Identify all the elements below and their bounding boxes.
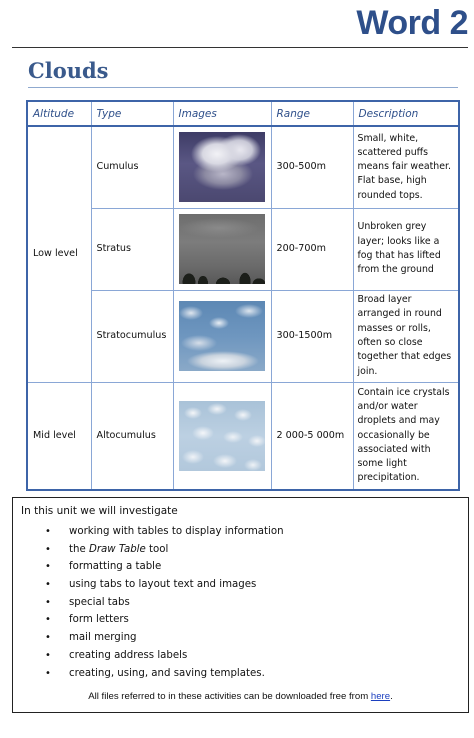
range-cell: 2 000-5 000m bbox=[271, 382, 353, 490]
bullet-icon: • bbox=[45, 526, 51, 537]
list-item-text: special tabs bbox=[69, 596, 130, 608]
altocumulus-cloud-image bbox=[179, 401, 265, 471]
list-item-text: creating, using, and saving templates. bbox=[69, 667, 265, 679]
column-header-type: Type bbox=[91, 101, 173, 126]
description-cell: Contain ice crystals and/or water droplets and may occasionally be associated with some light precipitation. bbox=[353, 382, 459, 490]
table-row bbox=[27, 290, 459, 382]
range-cell: 300-500m bbox=[271, 126, 353, 208]
table-header-row bbox=[27, 101, 459, 126]
list-item-text: mail merging bbox=[69, 632, 137, 644]
column-header-range: Range bbox=[271, 101, 353, 126]
bullet-icon: • bbox=[45, 543, 51, 555]
list-item bbox=[45, 594, 284, 612]
table-row bbox=[27, 126, 459, 208]
bullet-icon: • bbox=[45, 667, 51, 679]
list-item-text: formatting a table bbox=[69, 561, 162, 573]
list-item-text-end: tool bbox=[145, 543, 169, 555]
description-cell: Small, white, scattered puffs means fair weather. Flat base, high rounded tops. bbox=[353, 126, 459, 208]
type-cell: Altocumulus bbox=[91, 382, 173, 490]
list-item-text: creating address labels bbox=[69, 649, 188, 661]
unit-overview-box bbox=[12, 497, 469, 713]
page-heading: Clouds bbox=[28, 58, 109, 83]
image-cell bbox=[173, 126, 271, 208]
list-item-text: using tabs to layout text and images bbox=[69, 579, 257, 591]
image-cell bbox=[173, 382, 271, 490]
range-cell: 300-1500m bbox=[271, 290, 353, 382]
type-cell: Cumulus bbox=[91, 126, 173, 208]
download-link[interactable]: here bbox=[370, 691, 391, 702]
list-item-text: the bbox=[69, 543, 89, 555]
unit-title: Word 2 bbox=[356, 4, 468, 42]
altitude-cell: Low level bbox=[27, 126, 91, 382]
list-item bbox=[45, 576, 284, 594]
bullet-icon: • bbox=[45, 596, 51, 608]
list-item bbox=[45, 541, 284, 559]
image-cell bbox=[173, 208, 271, 290]
list-item bbox=[45, 611, 284, 629]
range-cell: 200-700m bbox=[271, 208, 353, 290]
cloud-types-table bbox=[26, 100, 460, 491]
topic-list bbox=[45, 523, 284, 682]
description-cell: Broad layer arranged in round masses or rolls, often so close together that edges join. bbox=[353, 290, 459, 382]
column-header-description: Description bbox=[353, 101, 459, 126]
column-header-images: Images bbox=[173, 101, 271, 126]
list-item bbox=[45, 665, 284, 683]
list-item bbox=[45, 629, 284, 647]
type-cell: Stratocumulus bbox=[91, 290, 173, 382]
table-row bbox=[27, 208, 459, 290]
bullet-icon: • bbox=[45, 561, 51, 573]
stratus-cloud-image bbox=[179, 214, 265, 284]
list-item bbox=[45, 523, 284, 541]
list-item-emphasis: Draw Table bbox=[88, 543, 146, 555]
heading-divider bbox=[28, 87, 458, 88]
download-footnote bbox=[13, 691, 468, 702]
bullet-icon: • bbox=[45, 632, 51, 644]
column-header-altitude: Altitude bbox=[27, 101, 91, 126]
type-cell: Stratus bbox=[91, 208, 173, 290]
list-item bbox=[45, 647, 284, 665]
list-item-text: form letters bbox=[69, 614, 129, 626]
cumulus-cloud-image bbox=[179, 132, 265, 202]
header-divider bbox=[12, 47, 468, 48]
bullet-icon: • bbox=[45, 649, 51, 661]
table-row bbox=[27, 382, 459, 490]
bullet-icon: • bbox=[45, 579, 51, 591]
description-cell: Unbroken grey layer; looks like a fog that has lifted from the ground bbox=[353, 208, 459, 290]
bullet-icon: • bbox=[45, 614, 51, 626]
overview-intro: In this unit we will investigate bbox=[21, 505, 178, 517]
list-item bbox=[45, 558, 284, 576]
footnote-end: . bbox=[390, 691, 393, 702]
list-item-text: working with tables to display information bbox=[69, 526, 284, 537]
image-cell bbox=[173, 290, 271, 382]
stratocumulus-cloud-image bbox=[179, 301, 265, 371]
altitude-cell: Mid level bbox=[27, 382, 91, 490]
footnote-text: All files referred to in these activities can be downloaded free from bbox=[88, 691, 371, 702]
